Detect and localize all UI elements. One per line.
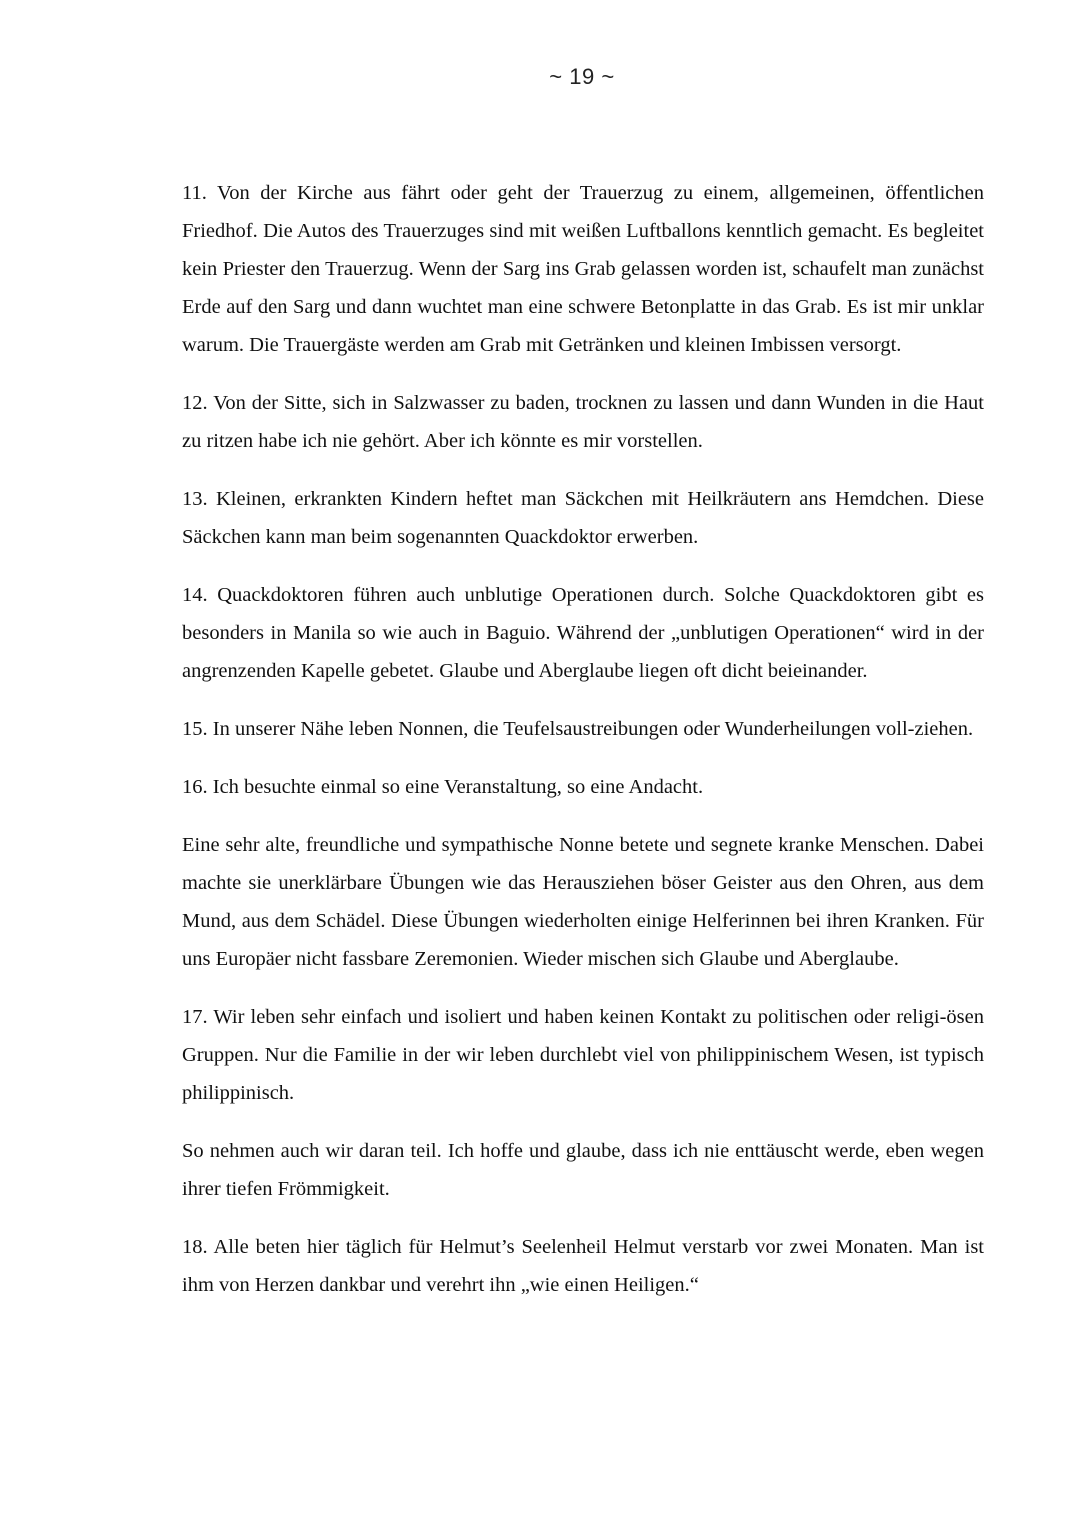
paragraph-12: 12. Von der Sitte, sich in Salzwasser zu baden, trocknen zu lassen und dann Wunden in die Haut zu ritzen habe ich nie gehört. Aber ich könnte es mir vorstellen. [182,392,984,452]
paragraph-14: 14. Quackdoktoren führen auch unblutige Operationen durch. Solche Quackdoktoren gibt es besonders in Manila so wie auch in Baguio. Während der „unblutigen Operationen“ wird in der angrenzenden Kapelle gebetet. Glaube und Aberglaube liegen oft dicht beieinander. [182,584,984,682]
paragraph-13: 13. Kleinen, erkrankten Kindern heftet man Säckchen mit Heilkräutern ans Hemdchen. Diese Säckchen kann man beim sogenannten Quackdoktor erwerben. [182,488,984,548]
paragraph-18: 18. Alle beten hier täglich für Helmut’s Seelenheil Helmut verstarb vor zwei Monaten. Man ist ihm von Herzen dankbar und verehrt ihn „wie einen Heiligen.“ [182,1236,984,1296]
paragraph-16: 16. Ich besuchte einmal so eine Veranstaltung, so eine Andacht. [182,776,704,798]
paragraph-17: 17. Wir leben sehr einfach und isoliert und haben keinen Kontakt zu politischen oder religi-ösen Gruppen. Nur die Familie in der wir leben durchlebt viel von philippinischem Wesen, ist typisch philippinisch. [182,1006,984,1104]
paragraph-nun-description: Eine sehr alte, freundliche und sympathische Nonne betete und segnete kranke Menschen. Dabei machte sie unerklärbare Übungen wie das Herausziehen böser Geister aus den Ohren, aus dem Mund, aus dem Schädel. Diese Übungen wiederholten einige Helferinnen bei ihren Kranken. Für uns Europäer nicht fassbare Zeremonien. Wieder mischen sich Glaube und Aberglaube. [182,834,984,970]
paragraph-participation: So nehmen auch wir daran teil. Ich hoffe und glaube, dass ich nie enttäuscht werde, eben wegen ihrer tiefen Frömmigkeit. [182,1140,984,1200]
paragraph-15: 15. In unserer Nähe leben Nonnen, die Teufelsaustreibungen oder Wunderheilungen voll-ziehen. [182,718,974,740]
paragraph-11: 11. Von der Kirche aus fährt oder geht der Trauerzug zu einem, allgemeinen, öffentlichen Friedhof. Die Autos des Trauerzuges sind mit weißen Luftballons kenntlich gemacht. Es begleitet kein Priester den Trauerzug. Wenn der Sarg ins Grab gelassen worden ist, schaufelt man zunächst Erde auf den Sarg und dann wuchtet man eine schwere Betonplatte in das Grab. Es ist mir unklar warum. Die Trauergäste werden am Grab mit Getränken und kleinen Imbissen versorgt. [182,182,984,356]
page-number: ~ 19 ~ [549,64,615,89]
body-text [182,174,984,1324]
